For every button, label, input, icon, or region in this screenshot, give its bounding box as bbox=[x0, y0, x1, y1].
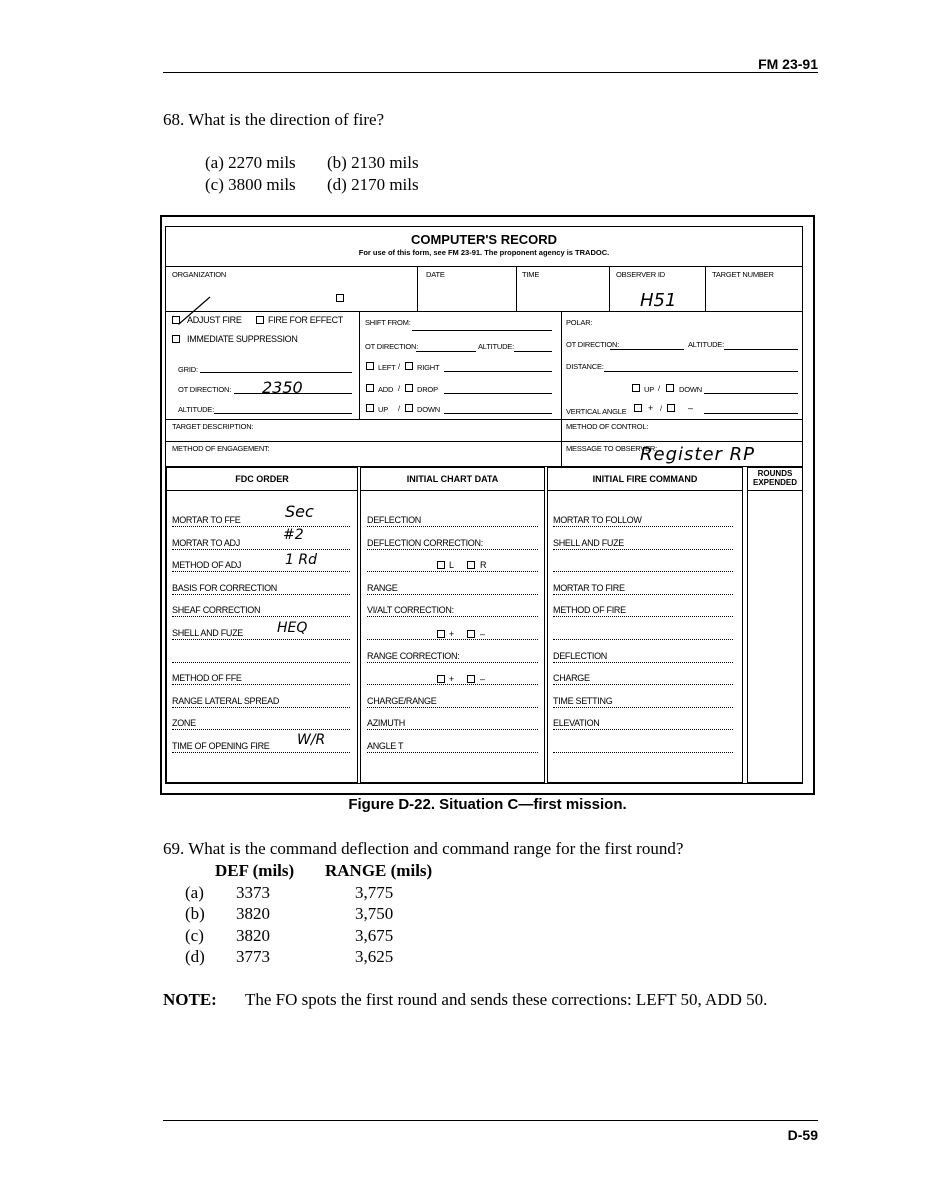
range-column-header: RANGE (mils) bbox=[325, 861, 433, 880]
time-label: TIME bbox=[522, 270, 540, 279]
range-plus-label: + bbox=[449, 674, 454, 684]
chart-row-label: AZIMUTH bbox=[367, 718, 405, 729]
organization-checkbox[interactable] bbox=[336, 294, 344, 302]
method-of-engagement-label: METHOD OF ENGAGEMENT: bbox=[172, 444, 270, 453]
q69-label-cell: (d) bbox=[185, 947, 205, 966]
chart-row-field[interactable] bbox=[367, 639, 538, 640]
message-to-observer-label: MESSAGE TO OBSERVER: bbox=[566, 444, 658, 453]
down-right-label: DOWN bbox=[679, 385, 702, 394]
rounds-expended-header-2: EXPENDED bbox=[752, 478, 797, 487]
chart-row-field[interactable] bbox=[367, 729, 538, 730]
target-number-label: TARGET NUMBER bbox=[712, 270, 774, 279]
immediate-suppression-checkbox[interactable] bbox=[172, 335, 180, 343]
right-label: RIGHT bbox=[417, 363, 440, 372]
altitude-right-label: ALTITUDE: bbox=[688, 340, 724, 349]
vertical-angle-field[interactable] bbox=[704, 413, 798, 414]
altitude-field[interactable] bbox=[214, 413, 352, 414]
distance-field[interactable] bbox=[604, 371, 798, 372]
divider bbox=[359, 311, 360, 419]
shift-from-field[interactable] bbox=[412, 330, 552, 331]
observer-id-label: OBSERVER ID bbox=[616, 270, 665, 279]
fdc-row-field[interactable] bbox=[172, 639, 350, 640]
up-right-checkbox[interactable] bbox=[632, 384, 640, 392]
message-to-observer-value: Register RP bbox=[640, 444, 756, 465]
chart-row-label: RANGE bbox=[367, 582, 398, 593]
q69-label-cell: (c) bbox=[185, 926, 204, 945]
fdc-row-label: RANGE LATERAL SPREAD bbox=[172, 695, 280, 706]
q69-label-cell: (b) bbox=[185, 904, 205, 923]
fdc-row-field[interactable] bbox=[172, 616, 350, 617]
immediate-suppression-label: IMMEDIATE SUPPRESSION bbox=[187, 334, 298, 344]
up-down-right-field[interactable] bbox=[704, 393, 798, 394]
footer-rule bbox=[163, 1120, 818, 1121]
fire-row-field[interactable] bbox=[553, 639, 733, 640]
note-label: NOTE: bbox=[163, 990, 217, 1009]
q69-def-cell: 3773 bbox=[236, 947, 270, 966]
add-label: ADD bbox=[378, 385, 394, 394]
ot-direction-label: OT DIRECTION: bbox=[178, 385, 232, 394]
fire-row-field[interactable] bbox=[553, 729, 733, 730]
divider bbox=[165, 419, 803, 420]
polar-label: POLAR: bbox=[566, 318, 593, 327]
altitude-label: ALTITUDE: bbox=[178, 405, 214, 414]
ot-direction-value: 2350 bbox=[262, 378, 303, 397]
vialt-minus-checkbox[interactable] bbox=[467, 630, 475, 638]
fire-row-label: CHARGE bbox=[553, 673, 590, 684]
rounds-expended-header-1: ROUNDS bbox=[757, 469, 793, 478]
deflection-r-checkbox[interactable] bbox=[467, 561, 475, 569]
vertical-minus-checkbox[interactable] bbox=[667, 404, 675, 412]
ot-direction-right-field[interactable] bbox=[610, 349, 684, 350]
q69-range-cell: 3,750 bbox=[355, 904, 394, 923]
right-checkbox[interactable] bbox=[405, 362, 413, 370]
date-label: DATE bbox=[426, 270, 445, 279]
vertical-angle-label: VERTICAL ANGLE bbox=[566, 407, 627, 416]
fire-row-label: ELEVATION bbox=[553, 718, 600, 729]
chart-row-label: VI/ALT CORRECTION: bbox=[367, 605, 454, 616]
chart-row-field[interactable] bbox=[367, 616, 538, 617]
add-checkbox[interactable] bbox=[366, 384, 374, 392]
fdc-row-field[interactable] bbox=[172, 526, 350, 527]
header-rule bbox=[163, 72, 818, 73]
deflection-l-checkbox[interactable] bbox=[437, 561, 445, 569]
grid-label: GRID: bbox=[178, 365, 198, 374]
running-header: FM 23-91 bbox=[758, 56, 818, 72]
fdc-order-header: FDC ORDER bbox=[235, 474, 289, 484]
q69-label-cell: (a) bbox=[185, 883, 204, 902]
fdc-row-field[interactable] bbox=[172, 549, 350, 550]
fire-row-label: MORTAR TO FOLLOW bbox=[553, 515, 642, 525]
fire-row-label: TIME SETTING bbox=[553, 695, 613, 706]
range-plus-checkbox[interactable] bbox=[437, 675, 445, 683]
q68-option-c: (c) 3800 mils bbox=[205, 175, 296, 194]
figure-caption: Figure D-22. Situation C—first mission. bbox=[348, 796, 627, 813]
altitude-mid-label: ALTITUDE: bbox=[478, 342, 514, 351]
rounds-expended-box bbox=[747, 467, 803, 783]
divider bbox=[516, 266, 517, 311]
fdc-row-label: TIME OF OPENING FIRE bbox=[172, 741, 270, 751]
time-of-opening-fire-value: W/R bbox=[297, 732, 326, 748]
chart-row-field[interactable] bbox=[367, 526, 538, 527]
initial-fire-command-header: INITIAL FIRE COMMAND bbox=[592, 474, 698, 484]
deflection-l-label: L bbox=[449, 560, 454, 570]
fdc-row-field[interactable] bbox=[172, 752, 350, 753]
form-title: COMPUTER'S RECORD bbox=[410, 232, 558, 247]
vertical-minus-label: – bbox=[688, 403, 693, 413]
left-label: LEFT bbox=[378, 363, 396, 372]
chart-row-field[interactable] bbox=[367, 752, 538, 753]
fdc-row-label: BASIS FOR CORRECTION bbox=[172, 582, 278, 593]
divider bbox=[705, 266, 706, 311]
vertical-plus-label: + bbox=[648, 403, 653, 413]
fdc-row-label: SHEAF CORRECTION bbox=[172, 605, 261, 616]
fdc-row-field[interactable] bbox=[172, 662, 350, 663]
vertical-plus-checkbox[interactable] bbox=[634, 404, 642, 412]
chart-row-label: RANGE CORRECTION: bbox=[367, 650, 460, 661]
chart-row-field[interactable] bbox=[367, 707, 538, 708]
fdc-row-label: METHOD OF ADJ bbox=[172, 560, 242, 571]
fire-row-field[interactable] bbox=[553, 684, 733, 685]
question-68: 68. What is the direction of fire? bbox=[163, 110, 385, 129]
q68-option-d: (d) 2170 mils bbox=[327, 175, 419, 194]
fire-row-field[interactable] bbox=[553, 662, 733, 663]
observer-id-value: H51 bbox=[640, 290, 677, 311]
target-description-label: TARGET DESCRIPTION: bbox=[172, 422, 254, 431]
q68-option-a: (a) 2270 mils bbox=[205, 153, 296, 172]
vialt-minus-label: – bbox=[480, 629, 485, 639]
ot-direction-mid-label: OT DIRECTION: bbox=[365, 342, 419, 351]
altitude-mid-field[interactable] bbox=[514, 351, 552, 352]
q69-def-cell: 3373 bbox=[236, 883, 270, 902]
q68-option-b: (b) 2130 mils bbox=[327, 153, 419, 172]
fdc-row-field[interactable] bbox=[172, 571, 350, 572]
chart-row-field[interactable] bbox=[367, 662, 538, 663]
q69-range-cell: 3,775 bbox=[355, 883, 394, 902]
organization-label: ORGANIZATION bbox=[172, 270, 227, 279]
chart-row-field[interactable] bbox=[367, 571, 538, 572]
fdc-row-field[interactable] bbox=[172, 729, 350, 730]
left-right-field[interactable] bbox=[444, 371, 552, 372]
up-label: UP bbox=[378, 405, 389, 414]
fdc-row-label: MORTAR TO FFE bbox=[172, 515, 241, 525]
fire-row-label: MORTAR TO FIRE bbox=[553, 582, 625, 593]
ot-direction-right-label: OT DIRECTION: bbox=[566, 340, 620, 349]
vialt-plus-label: + bbox=[449, 629, 454, 639]
fire-row-field[interactable] bbox=[553, 571, 733, 572]
drop-label: DROP bbox=[417, 385, 438, 394]
divider bbox=[561, 311, 562, 466]
range-minus-checkbox[interactable] bbox=[467, 675, 475, 683]
add-drop-field[interactable] bbox=[444, 393, 552, 394]
question-69: 69. What is the command deflection and command range for the first round? bbox=[163, 839, 684, 858]
divider bbox=[165, 311, 803, 312]
fire-row-field[interactable] bbox=[553, 594, 733, 595]
divider bbox=[547, 490, 743, 491]
down-checkbox[interactable] bbox=[405, 404, 413, 412]
fire-row-field[interactable] bbox=[553, 752, 733, 753]
chart-row-field[interactable] bbox=[367, 684, 538, 685]
distance-label: DISTANCE: bbox=[566, 362, 604, 371]
left-checkbox[interactable] bbox=[366, 362, 374, 370]
up-checkbox[interactable] bbox=[366, 404, 374, 412]
q69-def-cell: 3820 bbox=[236, 926, 270, 945]
chart-row-field[interactable] bbox=[367, 549, 538, 550]
method-of-adj-value: 1 Rd bbox=[285, 552, 317, 568]
range-minus-label: – bbox=[480, 674, 485, 684]
shell-and-fuze-value: HEQ bbox=[277, 620, 308, 636]
mortar-to-adj-value: #2 bbox=[283, 527, 304, 543]
vialt-plus-checkbox[interactable] bbox=[437, 630, 445, 638]
divider bbox=[609, 266, 610, 311]
deflection-r-label: R bbox=[480, 560, 487, 570]
fdc-row-label: MORTAR TO ADJ bbox=[172, 537, 240, 548]
mortar-to-ffe-value: Sec bbox=[285, 502, 314, 521]
q69-range-cell: 3,625 bbox=[355, 947, 394, 966]
q69-def-cell: 3820 bbox=[236, 904, 270, 923]
chart-row-label: DEFLECTION bbox=[367, 515, 422, 525]
note-text: The FO spots the first round and sends these corrections: LEFT 50, ADD 50. bbox=[245, 990, 768, 1009]
down-label: DOWN bbox=[417, 405, 440, 414]
def-column-header: DEF (mils) bbox=[215, 861, 295, 880]
fire-row-label: SHELL AND FUZE bbox=[553, 537, 624, 548]
q69-range-cell: 3,675 bbox=[355, 926, 394, 945]
down-right-checkbox[interactable] bbox=[666, 384, 674, 392]
drop-checkbox[interactable] bbox=[405, 384, 413, 392]
altitude-right-field[interactable] bbox=[724, 349, 798, 350]
chart-row-label: ANGLE T bbox=[367, 741, 404, 751]
ot-direction-mid-field[interactable] bbox=[416, 351, 476, 352]
adjust-fire-checkbox[interactable] bbox=[172, 316, 180, 324]
divider bbox=[360, 490, 545, 491]
divider bbox=[417, 266, 418, 311]
adjust-fire-label: ADJUST FIRE bbox=[187, 315, 242, 325]
fdc-row-label: SHELL AND FUZE bbox=[172, 628, 243, 638]
chart-row-field[interactable] bbox=[367, 594, 538, 595]
page-number: D-59 bbox=[787, 1127, 818, 1143]
fire-row-field[interactable] bbox=[553, 549, 733, 550]
fire-row-field[interactable] bbox=[553, 707, 733, 708]
divider bbox=[747, 490, 803, 491]
fire-for-effect-label: FIRE FOR EFFECT bbox=[268, 315, 343, 325]
form-subtitle: For use of this form, see FM 23-91. The proponent agency is TRADOC. bbox=[358, 248, 610, 257]
chart-row-label: CHARGE/RANGE bbox=[367, 695, 437, 706]
up-down-field[interactable] bbox=[444, 413, 552, 414]
divider bbox=[165, 266, 803, 267]
fdc-row-label: ZONE bbox=[172, 718, 196, 729]
method-of-control-label: METHOD OF CONTROL: bbox=[566, 422, 649, 431]
fdc-row-label: METHOD OF FFE bbox=[172, 673, 242, 684]
fire-row-label: METHOD OF FIRE bbox=[553, 605, 626, 616]
fdc-row-field[interactable] bbox=[172, 707, 350, 708]
grid-field[interactable] bbox=[200, 372, 352, 373]
fire-row-field[interactable] bbox=[553, 526, 733, 527]
initial-chart-data-header: INITIAL CHART DATA bbox=[406, 474, 499, 484]
up-right-label: UP bbox=[644, 385, 655, 394]
chart-row-label: DEFLECTION CORRECTION: bbox=[367, 537, 483, 548]
fdc-row-field[interactable] bbox=[172, 594, 350, 595]
fire-row-label: DEFLECTION bbox=[553, 650, 608, 661]
fire-for-effect-checkbox[interactable] bbox=[256, 316, 264, 324]
shift-from-label: SHIFT FROM: bbox=[365, 318, 411, 327]
divider bbox=[166, 490, 358, 491]
fdc-row-field[interactable] bbox=[172, 684, 350, 685]
fire-row-field[interactable] bbox=[553, 616, 733, 617]
divider bbox=[165, 441, 803, 442]
